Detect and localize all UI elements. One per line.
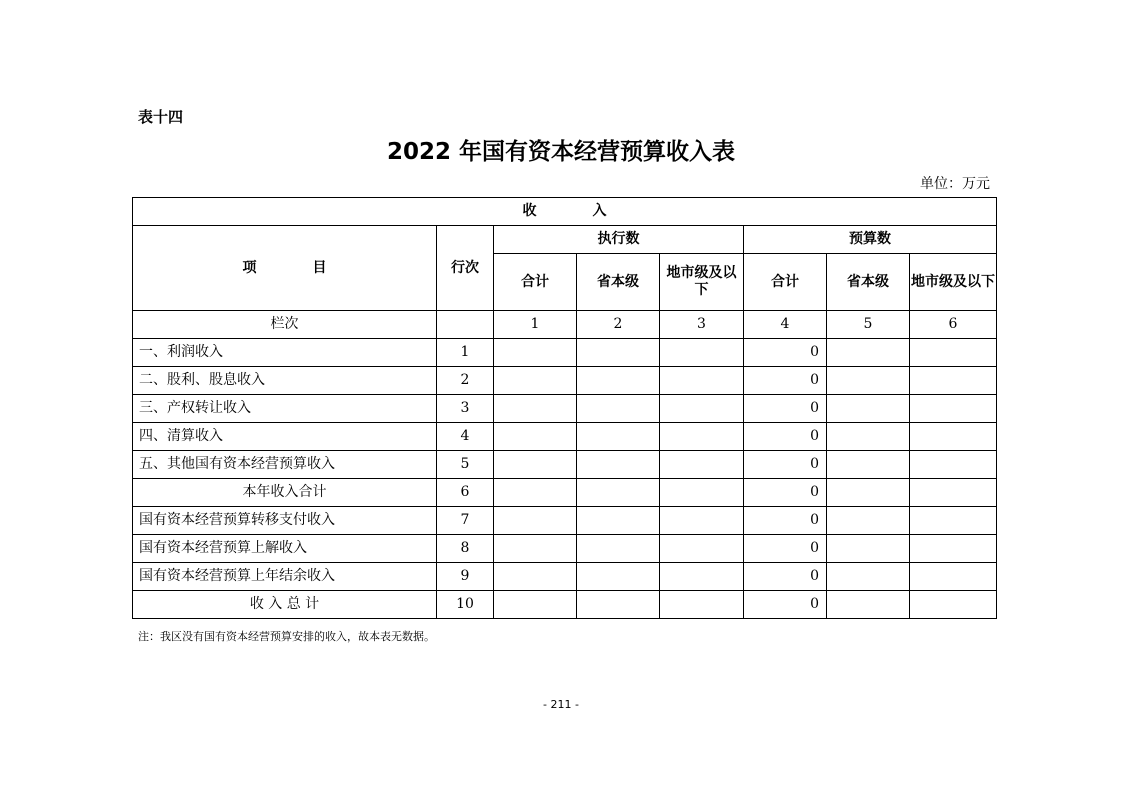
item-header: 项 目 (133, 226, 437, 311)
row-budget-total: 0 (744, 423, 827, 451)
column-index-3: 3 (660, 311, 744, 339)
row-item: 国有资本经营预算上解收入 (133, 535, 437, 563)
row-budget-total: 0 (744, 395, 827, 423)
row-budget-total: 0 (744, 563, 827, 591)
table-number: 表十四 (138, 108, 184, 126)
row-budget-total: 0 (744, 535, 827, 563)
row-no: 8 (437, 535, 494, 563)
unit-label: 单位：万元 (920, 176, 990, 192)
exec-total-header: 合计 (494, 254, 577, 311)
row-item: 一、利润收入 (133, 339, 437, 367)
column-index-row (133, 311, 997, 339)
row-item: 四、清算收入 (133, 423, 437, 451)
row-item: 国有资本经营预算上年结余收入 (133, 563, 437, 591)
column-index-2: 2 (577, 311, 660, 339)
budget-group-header: 预算数 (744, 226, 997, 254)
column-index-6: 6 (910, 311, 997, 339)
column-index-1: 1 (494, 311, 577, 339)
row-item: 本年收入合计 (133, 479, 437, 507)
row-no: 7 (437, 507, 494, 535)
budget-total-header: 合计 (744, 254, 827, 311)
row-item: 五、其他国有资本经营预算收入 (133, 451, 437, 479)
exec-city-header: 地市级及以下 (660, 254, 744, 311)
exec-group-header: 执行数 (494, 226, 744, 254)
column-index-empty (437, 311, 494, 339)
row-budget-total: 0 (744, 451, 827, 479)
row-item: 二、股利、股息收入 (133, 367, 437, 395)
row-no: 6 (437, 479, 494, 507)
row-no: 2 (437, 367, 494, 395)
row-no: 5 (437, 451, 494, 479)
column-index-4: 4 (744, 311, 827, 339)
group-header-row (133, 226, 997, 254)
row-no: 1 (437, 339, 494, 367)
row-no: 3 (437, 395, 494, 423)
row-no: 9 (437, 563, 494, 591)
row-budget-total: 0 (744, 591, 827, 619)
table-row (133, 507, 997, 535)
row-no: 10 (437, 591, 494, 619)
row-budget-total: 0 (744, 367, 827, 395)
footnote: 注：我区没有国有资本经营预算安排的收入，故本表无数据。 (138, 630, 435, 643)
row-no-header: 行次 (437, 226, 494, 311)
table-row (133, 339, 997, 367)
table-row (133, 535, 997, 563)
budget-city-header: 地市级及以下 (910, 254, 997, 311)
row-item: 国有资本经营预算转移支付收入 (133, 507, 437, 535)
page-title: 2022 年国有资本经营预算收入表 (386, 139, 736, 165)
row-budget-total: 0 (744, 507, 827, 535)
section-header-row (133, 198, 997, 226)
row-budget-total: 0 (744, 479, 827, 507)
page-number: - 211 - (543, 698, 579, 711)
column-index-5: 5 (827, 311, 910, 339)
table-row (133, 591, 997, 619)
table-row (133, 451, 997, 479)
table-row (133, 479, 997, 507)
exec-province-header: 省本级 (577, 254, 660, 311)
row-item: 收 入 总 计 (133, 591, 437, 619)
table-row (133, 367, 997, 395)
row-item: 三、产权转让收入 (133, 395, 437, 423)
row-budget-total: 0 (744, 339, 827, 367)
table-row (133, 563, 997, 591)
section-header: 收 入 (133, 198, 997, 226)
budget-province-header: 省本级 (827, 254, 910, 311)
revenue-table (132, 197, 997, 619)
table-row (133, 395, 997, 423)
table-row (133, 423, 997, 451)
row-no: 4 (437, 423, 494, 451)
column-index-label: 栏次 (133, 311, 437, 339)
